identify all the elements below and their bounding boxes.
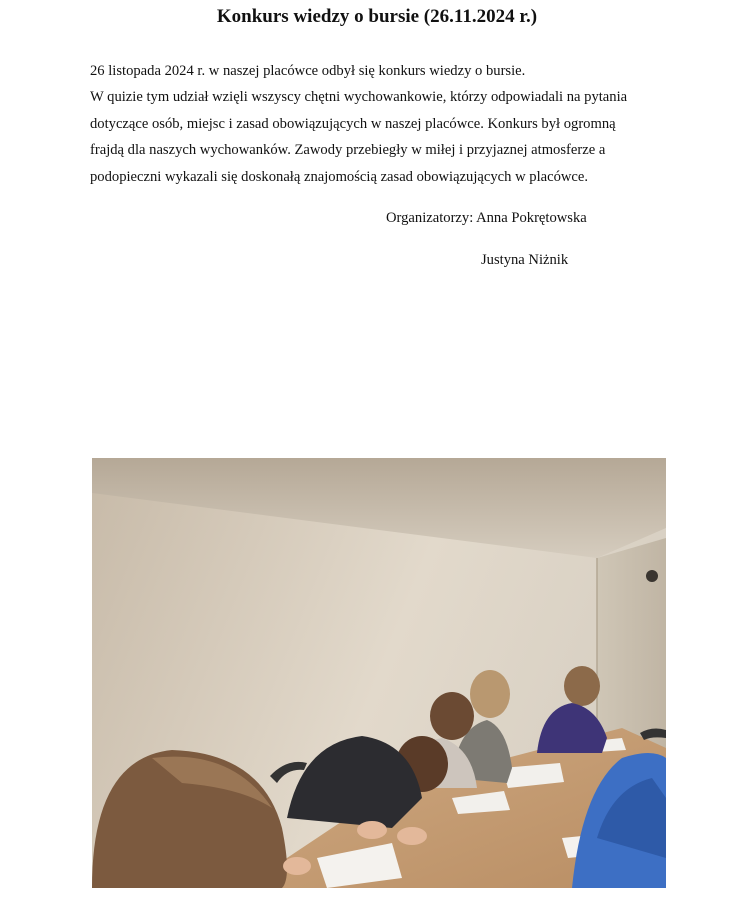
article-body: [90, 58, 690, 190]
page-title: Konkurs wiedzy o bursie (26.11.2024 r.): [216, 6, 538, 27]
body-line: frajdą dla naszych wychowanków. Zawody przebiegły w miłej i przyjaznej atmosferze a: [90, 142, 606, 159]
body-line: 26 listopada 2024 r. w naszej placówce odbył się konkurs wiedzy o bursie.: [90, 63, 526, 79]
body-line: dotyczące osób, miejsc i zasad obowiązujących w naszej placówce. Konkurs był ogromną: [90, 115, 616, 132]
body-line: W quizie tym udział wzięli wszyscy chętni wychowankowie, którzy odpowiadali na pytania: [90, 89, 628, 106]
organizer-name: Justyna Niżnik: [481, 252, 569, 268]
contest-photo: [92, 458, 666, 888]
side-wall: [597, 538, 666, 748]
wall-speaker: [646, 570, 658, 582]
body-line: podopieczni wykazali się doskonałą znajomością zasad obowiązujących w placówce.: [90, 168, 589, 185]
organizers-line: Organizatorzy: Anna Pokrętowska: [386, 210, 587, 226]
